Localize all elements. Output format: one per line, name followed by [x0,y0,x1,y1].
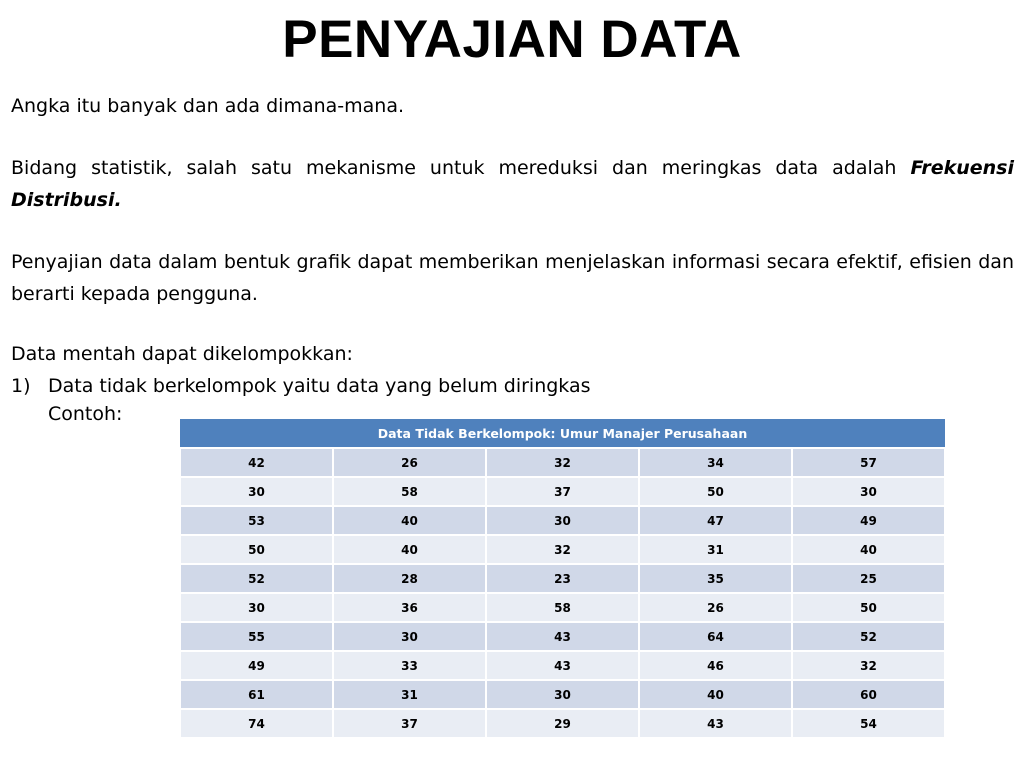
table-cell: 28 [333,564,486,593]
table-cell: 43 [486,622,639,651]
table-cell: 61 [180,680,333,709]
table-cell: 30 [486,680,639,709]
ungrouped-data-table [179,419,946,739]
table-cell: 32 [792,651,945,680]
table-cell: 37 [333,709,486,738]
table-cell: 74 [180,709,333,738]
table-cell: 54 [792,709,945,738]
table-cell: 43 [486,651,639,680]
table-row [180,477,945,506]
table-row [180,651,945,680]
table-cell: 40 [333,506,486,535]
table-cell: 30 [180,593,333,622]
table-row [180,680,945,709]
table-cell: 64 [639,622,792,651]
table-cell: 55 [180,622,333,651]
table-cell: 50 [792,593,945,622]
raw-data-paragraph: Data mentah dapat dikelompokkan: [11,343,353,365]
table-cell: 29 [486,709,639,738]
table-cell: 40 [639,680,792,709]
table-cell: 26 [333,448,486,477]
table-cell: 30 [180,477,333,506]
table-cell: 32 [486,448,639,477]
table-cell: 35 [639,564,792,593]
table-cell: 32 [486,535,639,564]
list-item-number: 1) [11,375,31,397]
table-cell: 42 [180,448,333,477]
table-cell: 43 [639,709,792,738]
table-cell: 52 [180,564,333,593]
table-row [180,448,945,477]
table-cell: 53 [180,506,333,535]
table-cell: 34 [639,448,792,477]
statistics-paragraph-text: Bidang statistik, salah satu mekanisme untuk mereduksi dan meringkas data adalah [11,157,911,179]
table-cell: 40 [333,535,486,564]
table-cell: 33 [333,651,486,680]
table-cell: 30 [333,622,486,651]
table-cell: 52 [792,622,945,651]
table-cell: 26 [639,593,792,622]
table-cell: 50 [180,535,333,564]
list-item-text: Data tidak berkelompok yaitu data yang belum diringkas [48,375,591,397]
graph-presentation-paragraph: Penyajian data dalam bentuk grafik dapat memberikan menjelaskan informasi secara efektif, efisien dan berarti kepada pengguna. [11,251,1014,305]
table-cell: 50 [639,477,792,506]
table-cell: 47 [639,506,792,535]
table-cell: 58 [486,593,639,622]
table-cell: 46 [639,651,792,680]
slide-title: PENYAJIAN DATA [282,10,742,69]
table-cell: 30 [792,477,945,506]
table-row [180,622,945,651]
table-row [180,709,945,738]
table-cell: 49 [180,651,333,680]
table-cell: 57 [792,448,945,477]
example-label: Contoh: [48,403,123,425]
table-cell: 40 [792,535,945,564]
frequency-distribution-term: Frekuensi Distribusi. [11,157,1014,211]
table-cell: 36 [333,593,486,622]
table-cell: 23 [486,564,639,593]
table-row [180,564,945,593]
table-cell: 58 [333,477,486,506]
table-cell: 31 [333,680,486,709]
table-cell: 30 [486,506,639,535]
table-cell: 60 [792,680,945,709]
statistics-paragraph [11,152,1014,216]
table-cell: 49 [792,506,945,535]
table-caption: Data Tidak Berkelompok: Umur Manajer Perusahaan [180,419,945,448]
table-cell: 37 [486,477,639,506]
intro-paragraph: Angka itu banyak dan ada dimana-mana. [11,95,405,117]
table-header-row [180,419,945,448]
table-row [180,535,945,564]
table-cell: 25 [792,564,945,593]
table-row [180,506,945,535]
table-cell: 31 [639,535,792,564]
table-row [180,593,945,622]
